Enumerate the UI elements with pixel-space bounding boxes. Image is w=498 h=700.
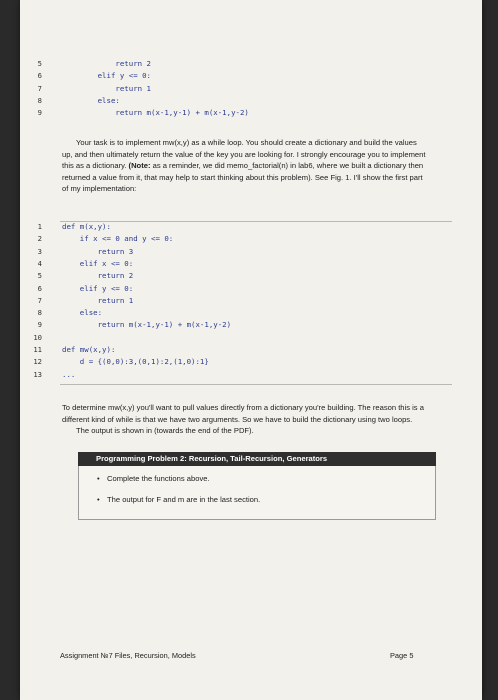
line-number: 3 (37, 246, 42, 256)
output-text: The output is shown in (towards the end of the PDF). (76, 426, 254, 436)
code-line: return 1 (62, 83, 151, 93)
code-line: elif y <= 0: (62, 71, 151, 81)
line-number: 9 (37, 108, 42, 118)
code-line: elif x <= 0: (62, 258, 134, 268)
footer-title: Assignment №7 Files, Recursion, Models (60, 651, 196, 660)
code-line: return 3 (62, 246, 134, 256)
code-line: def m(x,y): (62, 222, 111, 231)
line-number: 10 (33, 332, 42, 342)
line-number: 7 (37, 295, 42, 305)
intro-note-bold: (Note: (128, 161, 151, 171)
line-number: 9 (37, 320, 42, 330)
line-number: 5 (37, 271, 42, 281)
code-line: return 2 (62, 59, 151, 68)
line-number: 7 (37, 83, 42, 93)
line-number: 8 (37, 308, 42, 318)
code-line: if x <= 0 and y <= 0: (62, 234, 174, 244)
problem-item-2: • The output for F and m are in the last section. (107, 495, 260, 504)
code-line: return 1 (62, 295, 134, 305)
line-number: 5 (37, 59, 42, 68)
intro-text: Your task is to implement mw(x,y) as a while loop. You should create a dictionary and build the values up, and then ultimately return the value of the key you are looking for. I strongly encourage you to implement this as a dictionary. (62, 138, 426, 171)
code-line: return m(x-1,y-1) + m(x-1,y-2) (62, 320, 232, 330)
line-number: 12 (33, 357, 42, 367)
page-number: Page 5 (390, 651, 414, 660)
code-line: else: (62, 308, 103, 318)
programming-problem-box (78, 466, 436, 520)
line-number: 8 (37, 95, 42, 105)
code-line: def mw(x,y): (62, 345, 116, 354)
code-line: ... (62, 369, 76, 379)
line-number: 4 (37, 258, 42, 268)
document-page (20, 0, 482, 700)
line-number: 13 (33, 369, 42, 379)
determine-text: To determine mw(x,y) you'll want to pull values directly from a dictionary you're building. The reason this is a different kind of while is that we have two arguments. So we have to build the dictionary using two loops. (62, 403, 424, 424)
code-bottom-rule (60, 384, 452, 385)
line-number: 6 (37, 283, 42, 293)
line-number: 1 (37, 222, 42, 231)
code-line: else: (62, 95, 120, 105)
line-number: 6 (37, 71, 42, 81)
problem-item-1: • Complete the functions above. (107, 474, 210, 483)
code-top-rule (60, 221, 452, 222)
code-line: elif y <= 0: (62, 283, 134, 293)
line-number: 11 (33, 345, 42, 354)
second-paragraph (62, 402, 426, 437)
line-number: 2 (37, 234, 42, 244)
intro-note-text: as a reminder, we did memo_factorial(n) in lab6, where we built a dictionary then returned a value from it, that may help to start thinking about this problem). See Fig. 1. I'll show the first part of my implementation: (62, 161, 424, 194)
code-line: return 2 (62, 271, 134, 281)
code-line: return m(x-1,y-1) + m(x-1,y-2) (62, 108, 249, 118)
programming-problem-title: Programming Problem 2: Recursion, Tail-Recursion, Generators (78, 452, 436, 466)
code-line: d = {(0,0):3,(0,1):2,(1,0):1} (62, 357, 209, 367)
intro-paragraph (62, 137, 426, 195)
